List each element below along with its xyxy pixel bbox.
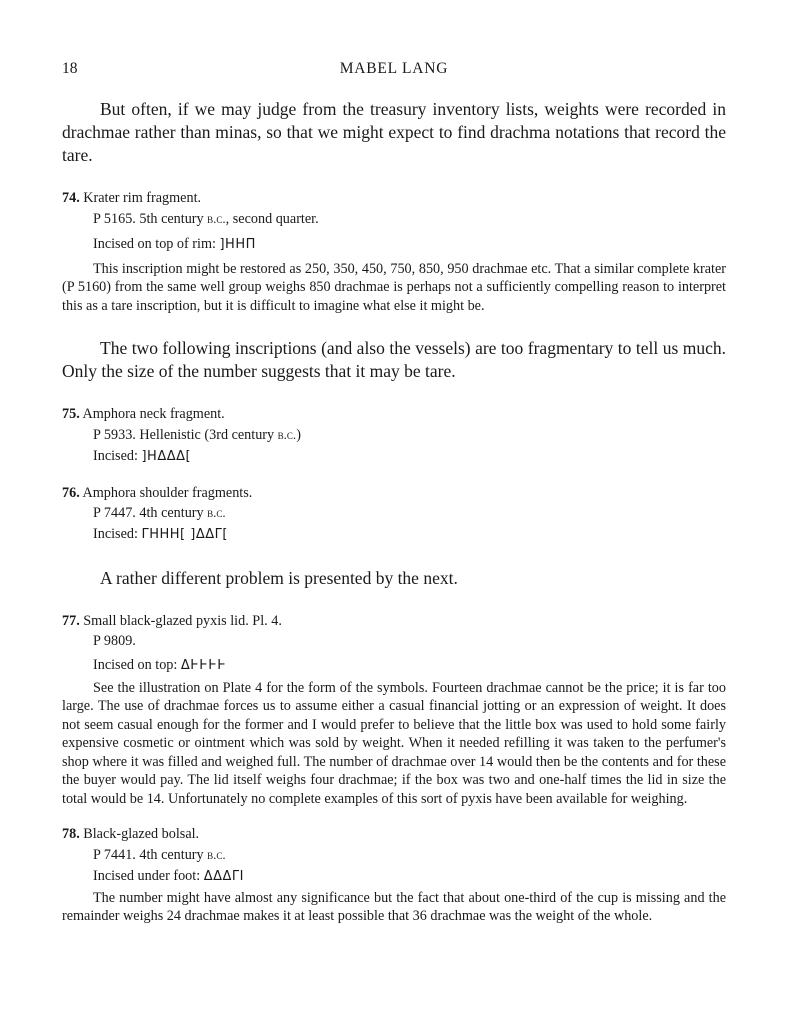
entry-number: 78. (62, 826, 80, 842)
page-header (62, 56, 726, 84)
entry-title: Amphora neck fragment. (82, 406, 225, 422)
entry-title: Black-glazed bolsal. (83, 826, 200, 842)
incised-label: Incised: (93, 526, 138, 542)
incised-notation: ]HHΠ (219, 236, 256, 252)
entry-date-suffix: ) (296, 426, 301, 443)
incised-label: Incised on top: (93, 656, 178, 673)
entry-catalog: P 7441. (93, 846, 136, 863)
transition-paragraph: A rather different problem is presented by the next. (100, 568, 458, 588)
catalog-entry-75 (62, 405, 726, 467)
entry-title: Krater rim fragment. (83, 190, 202, 206)
incised-notation: ]HΔΔΔ[ (141, 448, 192, 464)
entry-date-era: b.c. (207, 210, 226, 226)
intro-paragraph: But often, if we may judge from the treasury inventory lists, weights were recorded in drachmae rather than minas, so that we might expect to find drachma notations that record the tare. (62, 99, 726, 165)
entry-catalog: P 5165. (93, 210, 136, 227)
entry-catalog: P 9809. (93, 632, 136, 649)
incised-label: Incised under foot: (93, 867, 201, 884)
entry-number: 76. (62, 484, 80, 501)
entry-date: 5th century (139, 210, 204, 227)
entry-date: Hellenistic (3rd century (139, 426, 275, 443)
entry-date-era: b.c. (277, 426, 297, 442)
page (62, 56, 726, 926)
entry-commentary: See the illustration on Plate 4 for the form of the symbols. Fourteen drachmae cannot be the price; it is far too large. The use of drachmae forces us to assume either a casual financial jotting or an expression of weight. It does not seem casual enough for the former and I would prefer to believe that the little box was used to hold some fairly expensive cosmetic or ointment which was sold by weight. When it needed refilling it was taken to the perfumer's shop where it was filled and weighed full. The number of drachmae over 14 would then be the contents and for these the buyer would pay. The lid itself weighs four drachmae; if the box was two and one-half times the lid in size the total would be 14. Unfortunately no complete examples of this sort of pyxis have been available for weighing. (62, 679, 726, 807)
incised-label: Incised: (93, 447, 138, 464)
entry-number: 74. (62, 190, 80, 206)
entry-title: Small black-glazed pyxis lid. Pl. 4. (83, 613, 282, 629)
entry-title: Amphora shoulder fragments. (82, 484, 253, 501)
incised-notation: ΔΔΔΓΙ (203, 868, 244, 884)
page-number: 18 (62, 60, 78, 77)
entry-commentary: This inscription might be restored as 250, 350, 450, 750, 850, 950 drachmae etc. That a similar complete krater (P 5160) from the same well group weighs 850 drachmae is perhaps not a sufficiently compelling reason to interpret this as a tare inscription, but it is difficult to imagine what else it might be. (62, 260, 726, 314)
entry-date: 4th century (139, 505, 204, 521)
incised-notation: ΓHHH[ ]ΔΔΓ[ (141, 527, 228, 542)
entry-number: 77. (62, 613, 80, 629)
entry-number: 75. (62, 406, 80, 422)
catalog-entry-78 (62, 825, 726, 926)
running-title: MABEL LANG (339, 60, 449, 77)
mid-paragraph: The two following inscriptions (and also the vessels) are too fragmentary to tell us much. Only the size of the number suggests that it may be tare. (62, 338, 726, 381)
catalog-entry-76 (62, 484, 726, 546)
incised-label: Incised on top of rim: (93, 235, 216, 252)
entry-date-era: b.c. (207, 505, 226, 520)
entry-date-era: b.c. (207, 846, 226, 862)
entry-date-suffix: , second quarter. (225, 210, 319, 227)
entry-date: 4th century (139, 846, 204, 863)
catalog-entry-74 (62, 189, 726, 315)
catalog-entry-77 (62, 612, 726, 808)
entry-commentary: The number might have almost any significance but the fact that about one-third of the cup is missing and the remainder weighs 24 drachmae makes it at least possible that 36 drachmae was the weight of the whole. (62, 889, 726, 924)
incised-notation: ΔⱵⱵⱵⱵ (180, 657, 227, 673)
entry-catalog: P 5933. (93, 426, 136, 443)
entry-catalog: P 7447. (93, 505, 136, 521)
